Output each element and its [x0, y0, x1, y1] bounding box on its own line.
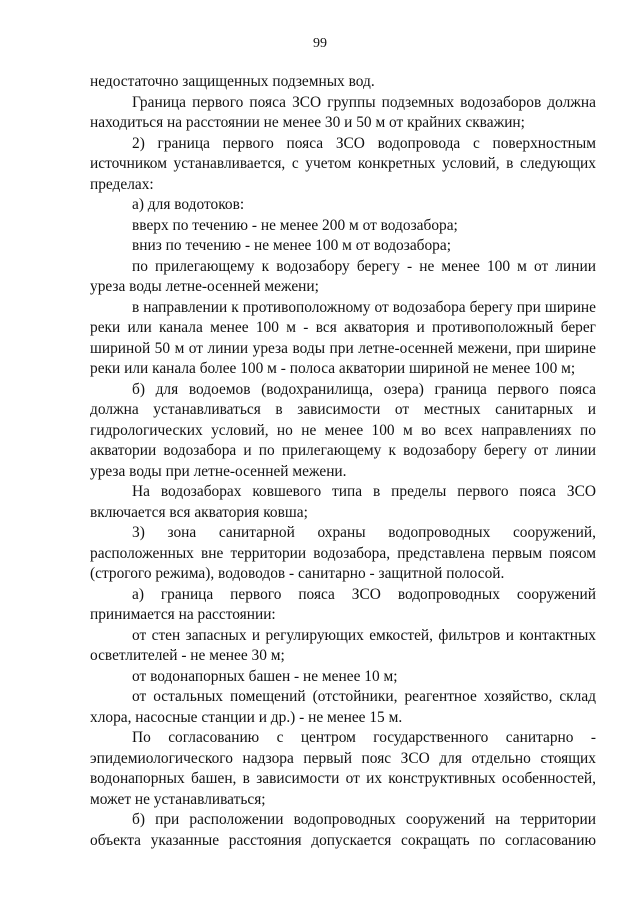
paragraph: а) граница первого пояса ЗСО водопроводных сооружений принимается на расстоянии: [90, 585, 596, 623]
paragraph: На водозаборах ковшевого типа в пределы первого пояса ЗСО включается вся акватория ковша; [90, 483, 596, 521]
paragraph: 2) граница первого пояса ЗСО водопровода с поверхностным источником устанавливается, с учетом конкретных условий, в следующих пределах: [90, 134, 596, 193]
paragraph: б) при расположении водопроводных сооружений на территории объекта указанные расстояния допускается сокращать по согласованию [90, 811, 596, 849]
paragraph: а) для водотоков: [132, 196, 245, 213]
paragraph: в направлении к противоположному от водозабора берегу при ширине реки или канала менее 100 м - вся акватория и противоположный берег шириной 50 м от линии уреза воды при летне-осенней межени, при ширине реки или канала более 100 м - полоса акватории шириной не менее 100 м; [90, 298, 596, 377]
paragraph: от водонапорных башен - не менее 10 м; [132, 667, 398, 685]
document-body [90, 72, 596, 851]
paragraph: от стен запасных и регулирующих емкостей, фильтров и контактных осветлителей - не менее 30 м; [90, 626, 596, 664]
paragraph: вверх по течению - не менее 200 м от водозабора; [132, 216, 458, 234]
paragraph: Граница первого пояса ЗСО группы подземных водозаборов должна находиться на расстоянии не менее 30 и 50 м от крайних скважин; [90, 93, 596, 131]
page-number: 99 [313, 36, 327, 51]
paragraph: недостаточно защищенных подземных вод. [90, 73, 375, 90]
paragraph: вниз по течению - не менее 100 м от водозабора; [132, 237, 451, 254]
paragraph: от остальных помещений (отстойники, реагентное хозяйство, склад хлора, насосные станции и др.) - не менее 15 м. [90, 688, 596, 726]
paragraph: По согласованию с центром государственного санитарно - эпидемиологического надзора первый пояс ЗСО для отдельно стоящих водонапорных башен, в зависимости от их конструктивных особенностей, может не устанавливаться; [90, 729, 596, 808]
paragraph: б) для водоемов (водохранилища, озера) граница первого пояса должна устанавливаться в зависимости от местных санитарных и гидрологических условий, но не менее 100 м во всех направлениях по акватории водозабора и по прилегающему к водозабору берегу от линии уреза воды при летне-осенней межени. [90, 380, 596, 480]
paragraph: по прилегающему к водозабору берегу - не менее 100 м от линии уреза воды летне-осенней межени; [90, 257, 596, 295]
paragraph: 3) зона санитарной охраны водопроводных сооружений, расположенных вне территории водозабора, представлена первым поясом (строгого режима), водоводов - санитарно - защитной полосой. [90, 524, 596, 582]
